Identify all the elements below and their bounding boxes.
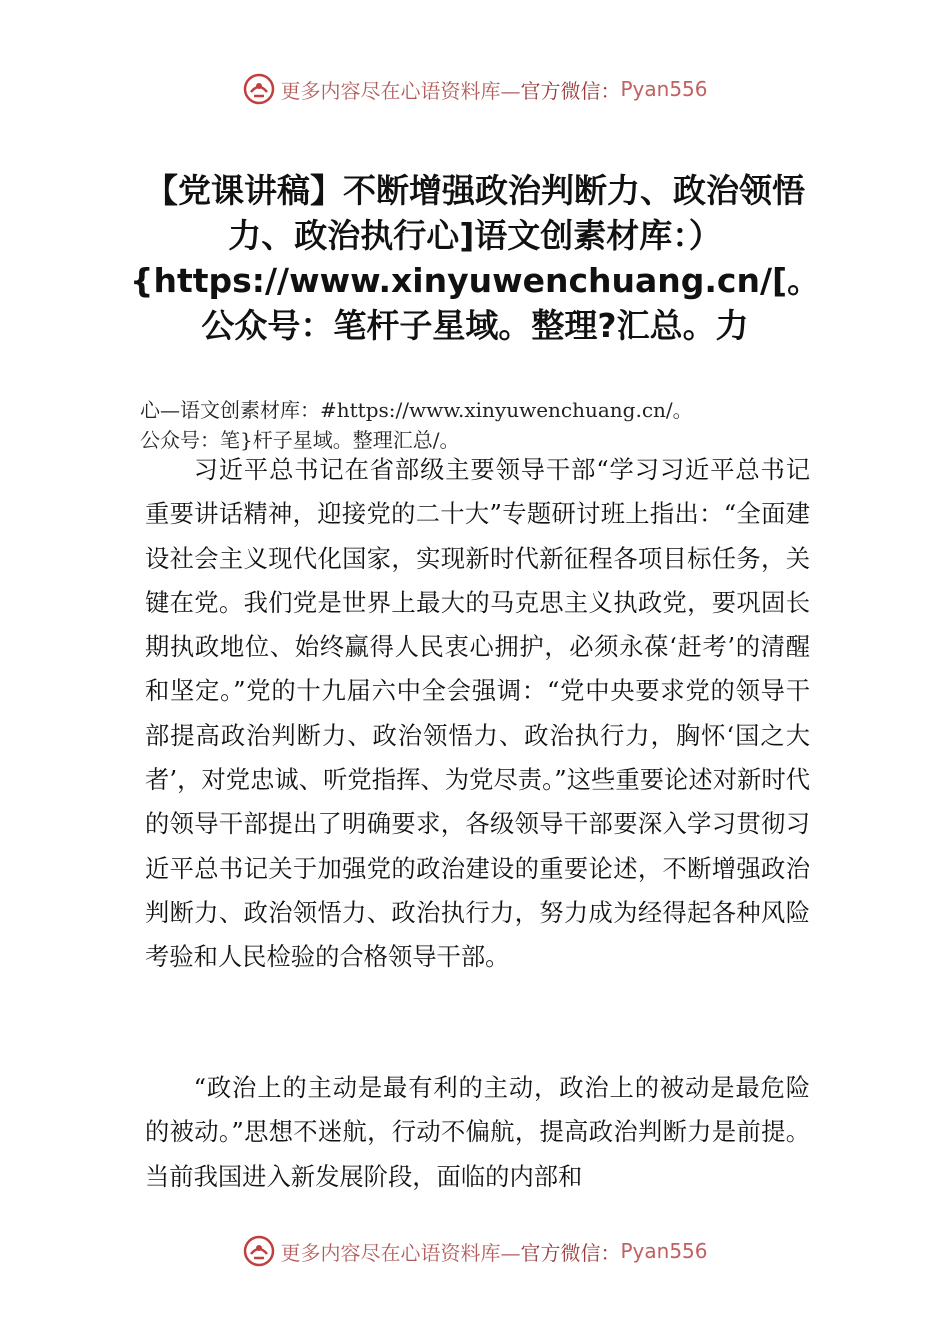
body-paragraph-1: 习近平总书记在省部级主要领导干部“学习习近平总书记重要讲话精神，迎接党的二十大”专题研讨班上指出：“全面建设社会主义现代化国家，实现新时代新征程各项目标任务，关键在党。我们党是世界上最大的马克思主义执政党，要巩固长期执政地位、始终赢得人民衷心拥护，必须永葆‘赶考’的清醒和坚定。”党的十九届六中全会强调：“党中央要求党的领导干部提高政治判断力、政治领悟力、政治执行力，胸怀‘国之大者’，对党忠诚、听党指挥、为党尽责。”这些重要论述对新时代的领导干部提出了明确要求，各级领导干部要深入学习贯彻习近平总书记关于加强党的政治建设的重要论述，不断增强政治判断力、政治领悟力、政治执行力，努力成为经得起各种风险考验和人民检验的合格领导干部。 — [145, 455, 810, 972]
watermark-wechat-label: 官方微信： — [520, 1240, 621, 1265]
header-watermark — [0, 72, 950, 106]
source-line-1: 心—语文创素材库：#https://www.xinyuwenchuang.cn/。 — [140, 398, 693, 422]
book-logo-icon — [242, 72, 276, 106]
watermark-wechat-id: Pyan556 — [620, 1239, 708, 1263]
source-line-2: 公众号：笔}杆子星域。整理汇总/。 — [140, 428, 460, 452]
watermark-wechat-label: 官方微信： — [520, 78, 621, 103]
document-title: 【党课讲稿】不断增强政治判断力、政治领悟力、政治执行心]语文创素材库：）{https://www.xinyuwenchuang.cn/[。公众号：笔杆子星域。整理?汇总。力 — [130, 171, 821, 345]
watermark-text: 更多内容尽在心语资料库— — [280, 78, 521, 103]
watermark-text: 更多内容尽在心语资料库— — [280, 1240, 521, 1265]
body-paragraph-2: “政治上的主动是最有利的主动，政治上的被动是最危险的被动。”思想不迷航，行动不偏航，提高政治判断力是前提。当前我国进入新发展阶段，面临的内部和 — [145, 1073, 810, 1191]
footer-watermark — [0, 1234, 950, 1268]
watermark-wechat-id: Pyan556 — [620, 77, 708, 101]
book-logo-icon — [242, 1234, 276, 1268]
